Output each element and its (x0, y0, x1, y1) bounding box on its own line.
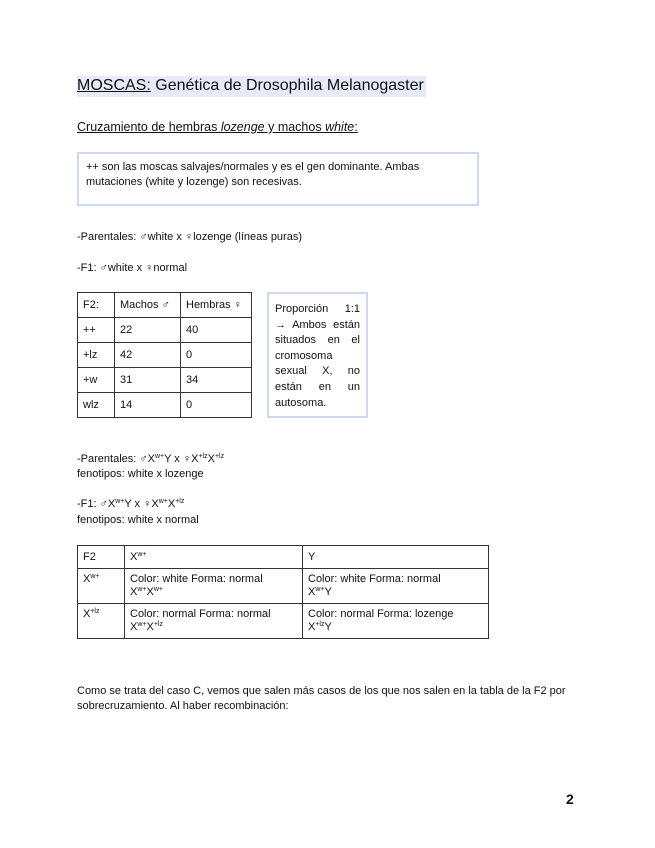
table-header-cell (125, 546, 303, 569)
section-subtitle (77, 120, 358, 134)
text-span: X (83, 608, 91, 620)
title-underlined: MOSCAS: (77, 77, 151, 94)
superscript: w+ (315, 586, 325, 593)
text-span: -F1: ♂X (77, 498, 116, 510)
table-header-cell: Y (303, 546, 489, 569)
superscript: w+ (154, 453, 165, 460)
title-rest: Genética de Drosophila Melanogaster (150, 77, 424, 94)
table-cell: 31 (115, 368, 181, 393)
table-cell: ++ (78, 318, 115, 343)
cross2-fenotipos-2: fenotipos: white x normal (77, 514, 199, 526)
table-cell: 0 (181, 343, 252, 368)
genotype-text (308, 621, 483, 634)
table-cell: 0 (181, 393, 252, 418)
table-cell: 40 (181, 318, 252, 343)
table-cell: +w (78, 368, 115, 393)
table-header-row (78, 546, 489, 569)
superscript: +lz (175, 498, 185, 505)
page-title (77, 76, 426, 97)
text-span: Y (324, 586, 332, 598)
subtitle-part: y machos (264, 120, 326, 134)
text-span: X (146, 586, 154, 598)
superscript: w+ (137, 586, 147, 593)
table-header-cell: F2 (78, 546, 125, 569)
text-span: X (308, 621, 316, 633)
table-cell (125, 569, 303, 604)
text-span: Y (324, 621, 332, 633)
table-header-row (78, 293, 252, 318)
conclusion-paragraph: Como se trata del caso C, vemos que salen más casos de los que nos salen en la tabla de la F2 por sobrecruzamiento. Al haber recombinación: (77, 685, 566, 712)
text-span: -Parentales: ♂X (77, 453, 155, 465)
table-cell: 22 (115, 318, 181, 343)
table-cell (78, 569, 125, 604)
superscript: +lz (153, 621, 163, 628)
text-span: X (130, 586, 138, 598)
superscript: w+ (153, 586, 163, 593)
phenotype-text: Color: normal Forma: lozenge (308, 608, 454, 620)
table-row (78, 604, 489, 639)
genotype-text (130, 621, 297, 634)
superscript: w+ (158, 498, 168, 505)
text-span: X (130, 621, 138, 633)
subtitle-italic-white: white (325, 120, 355, 134)
table-cell (125, 604, 303, 639)
table-cell: 14 (115, 393, 181, 418)
genotype-text (308, 586, 483, 599)
superscript: +lz (90, 608, 100, 615)
text-span: X (130, 550, 138, 563)
superscript: w+ (115, 498, 125, 505)
table-cell (303, 604, 489, 639)
table-cell: wlz (78, 393, 115, 418)
table-cell: 42 (115, 343, 181, 368)
table-header-cell: Machos ♂ (115, 293, 181, 318)
table-cell: +lz (78, 343, 115, 368)
table-row (78, 368, 252, 393)
table-cell (78, 604, 125, 639)
proportion-note-box: Proporción 1:1 → Ambos están situados en el cromosoma sexual X, no están en un autosoma. (267, 292, 368, 418)
text-span: Y x ♀X (164, 453, 199, 465)
subtitle-part: Cruzamiento de hembras (77, 120, 221, 134)
cross2-parentales (77, 453, 224, 465)
cross2-f1 (77, 498, 184, 510)
genotype-text (130, 586, 297, 599)
phenotype-text: Color: white Forma: normal (308, 573, 441, 585)
punnett-table (77, 545, 489, 639)
table-header-cell: F2: (78, 293, 115, 318)
text-span: X (83, 573, 91, 585)
text-span: X (207, 453, 215, 465)
table-row (78, 343, 252, 368)
phenotype-text: Color: white Forma: normal (130, 573, 263, 585)
text-span: Y x ♀X (124, 498, 159, 510)
superscript: w+ (137, 550, 147, 558)
text-span: X (146, 621, 154, 633)
subtitle-part: : (354, 120, 358, 134)
cross1-f1: -F1: ♂white x ♀normal (77, 262, 188, 274)
note-box: ++ son las moscas salvajes/normales y es el gen dominante. Ambas mutaciones (white y lozenge) son recesivas. (77, 152, 479, 206)
text-span: X (167, 498, 176, 510)
f2-counts-table (77, 292, 252, 418)
table-header-cell: Hembras ♀ (181, 293, 252, 318)
superscript: w+ (137, 621, 147, 628)
table-cell: 34 (181, 368, 252, 393)
superscript: +lz (198, 453, 208, 460)
cross2-fenotipos-1: fenotipos: white x lozenge (77, 468, 204, 480)
table-cell (303, 569, 489, 604)
table-row (78, 393, 252, 418)
table-row (78, 318, 252, 343)
table-row (78, 569, 489, 604)
superscript: +lz (214, 453, 225, 460)
subtitle-italic-lozenge: lozenge (220, 120, 265, 134)
superscript: +lz (315, 621, 325, 628)
phenotype-text: Color: normal Forma: normal (130, 608, 271, 620)
superscript: w+ (90, 573, 100, 580)
page-number: 2 (566, 791, 574, 807)
text-span: X (308, 586, 316, 598)
cross1-parentales: -Parentales: ♂white x ♀lozenge (líneas puras) (77, 231, 302, 243)
